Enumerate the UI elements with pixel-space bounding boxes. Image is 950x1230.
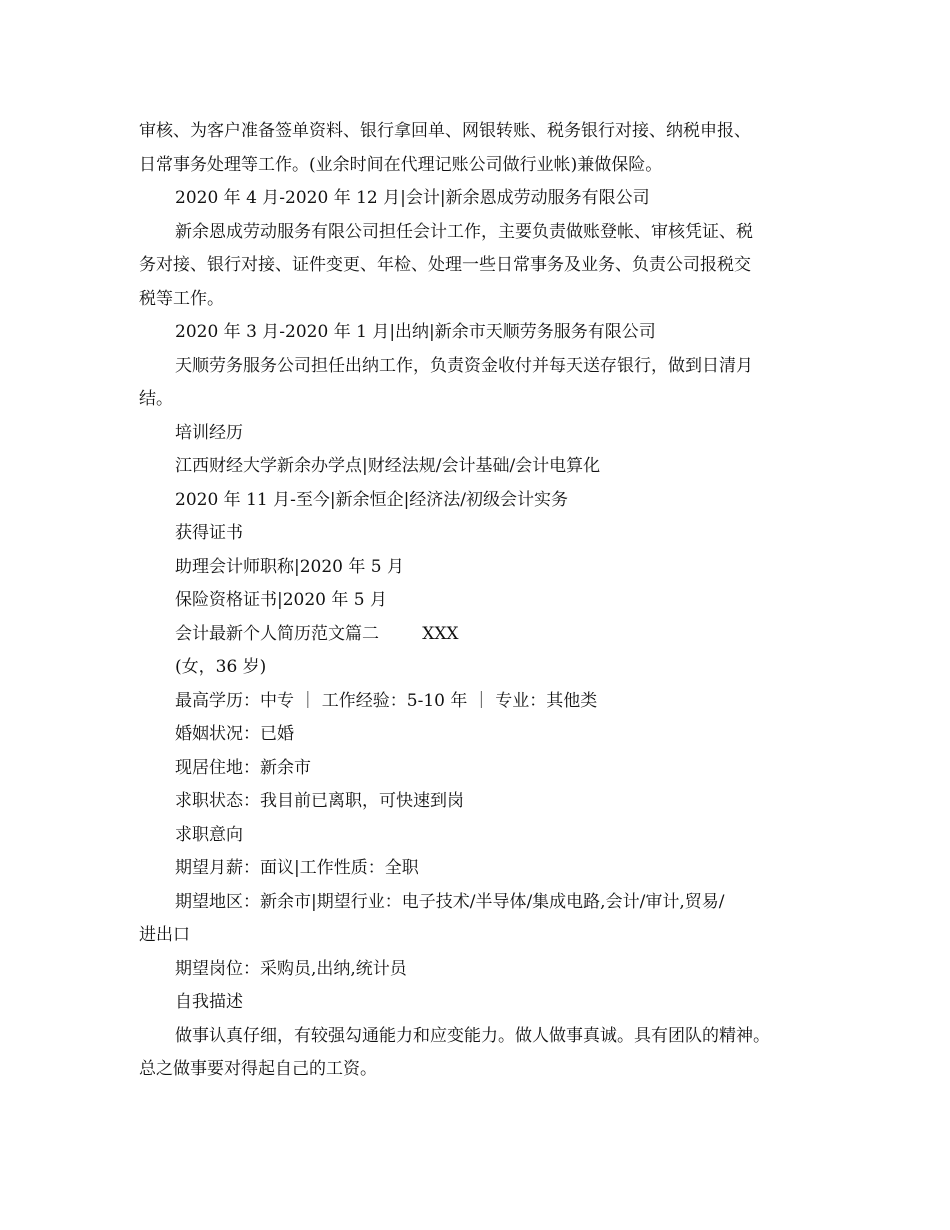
personal-info: (女，36 岁) xyxy=(175,657,267,677)
certificate-entry: 保险资格证书|2020 年 5 月 xyxy=(175,590,388,610)
text-line: 日常事务处理等工作。(业余时间在代理记账公司做行业帐)兼做保险。 xyxy=(139,154,663,175)
training-entry: 2020 年 11 月-至今|新余恒企|经济法/初级会计实务 xyxy=(175,489,569,510)
text-line: 进出口 xyxy=(139,925,190,945)
self-description-text: 做事认真仔细，有较强勾通能力和应变能力。做人做事真诚。具有团队的精神。 xyxy=(175,1025,770,1046)
resume-text-body xyxy=(139,115,829,1087)
personal-info: 求职状态：我目前已离职，可快速到岗 xyxy=(175,791,464,811)
self-description-text: 总之做事要对得起自己的工资。 xyxy=(139,1059,377,1079)
job-intention-item: 期望月薪：面议|工作性质：全职 xyxy=(175,858,419,878)
job-entry-heading: 2020 年 3 月-2020 年 1 月|出纳|新余市天顺劳务服务有限公司 xyxy=(175,322,656,342)
job-entry-heading: 2020 年 4 月-2020 年 12 月|会计|新余恩成劳动服务有限公司 xyxy=(175,188,650,208)
section-heading-certificates: 获得证书 xyxy=(175,523,243,543)
section-heading-self-description: 自我描述 xyxy=(175,992,243,1012)
text-line: 务对接、银行对接、证件变更、年检、处理一些日常事务及业务、负责公司报税交 xyxy=(139,255,751,275)
text-line: 天顺劳务服务公司担任出纳工作，负责资金收付并每天送存银行，做到日清月 xyxy=(175,355,753,376)
personal-info: 现居住地：新余市 xyxy=(175,757,311,778)
text-line: 审核、为客户准备签单资料、银行拿回单、网银转账、税务银行对接、纳税申报、 xyxy=(139,121,751,141)
personal-info: 最高学历：中专 ｜ 工作经验：5-10 年 ｜ 专业：其他类 xyxy=(175,690,598,711)
job-intention-item: 期望岗位：采购员,出纳,统计员 xyxy=(175,958,407,979)
job-intention-item: 期望地区：新余市|期望行业：电子技术/半导体/集成电路,会计/审计,贸易/ xyxy=(175,891,725,912)
text-line: 税等工作。 xyxy=(139,288,224,309)
section-heading-training: 培训经历 xyxy=(175,422,243,443)
text-line: 结。 xyxy=(139,389,173,409)
certificate-entry: 助理会计师职称|2020 年 5 月 xyxy=(175,556,405,577)
text-line: 新余恩成劳动服务有限公司担任会计工作，主要负责做账登帐、审核凭证、税 xyxy=(175,221,753,242)
resume-title: 会计最新个人简历范文篇二 XXX xyxy=(175,623,459,644)
personal-info: 婚姻状况：已婚 xyxy=(175,724,294,744)
section-heading-job-intention: 求职意向 xyxy=(175,824,243,845)
training-entry: 江西财经大学新余办学点|财经法规/会计基础/会计电算化 xyxy=(175,456,601,476)
